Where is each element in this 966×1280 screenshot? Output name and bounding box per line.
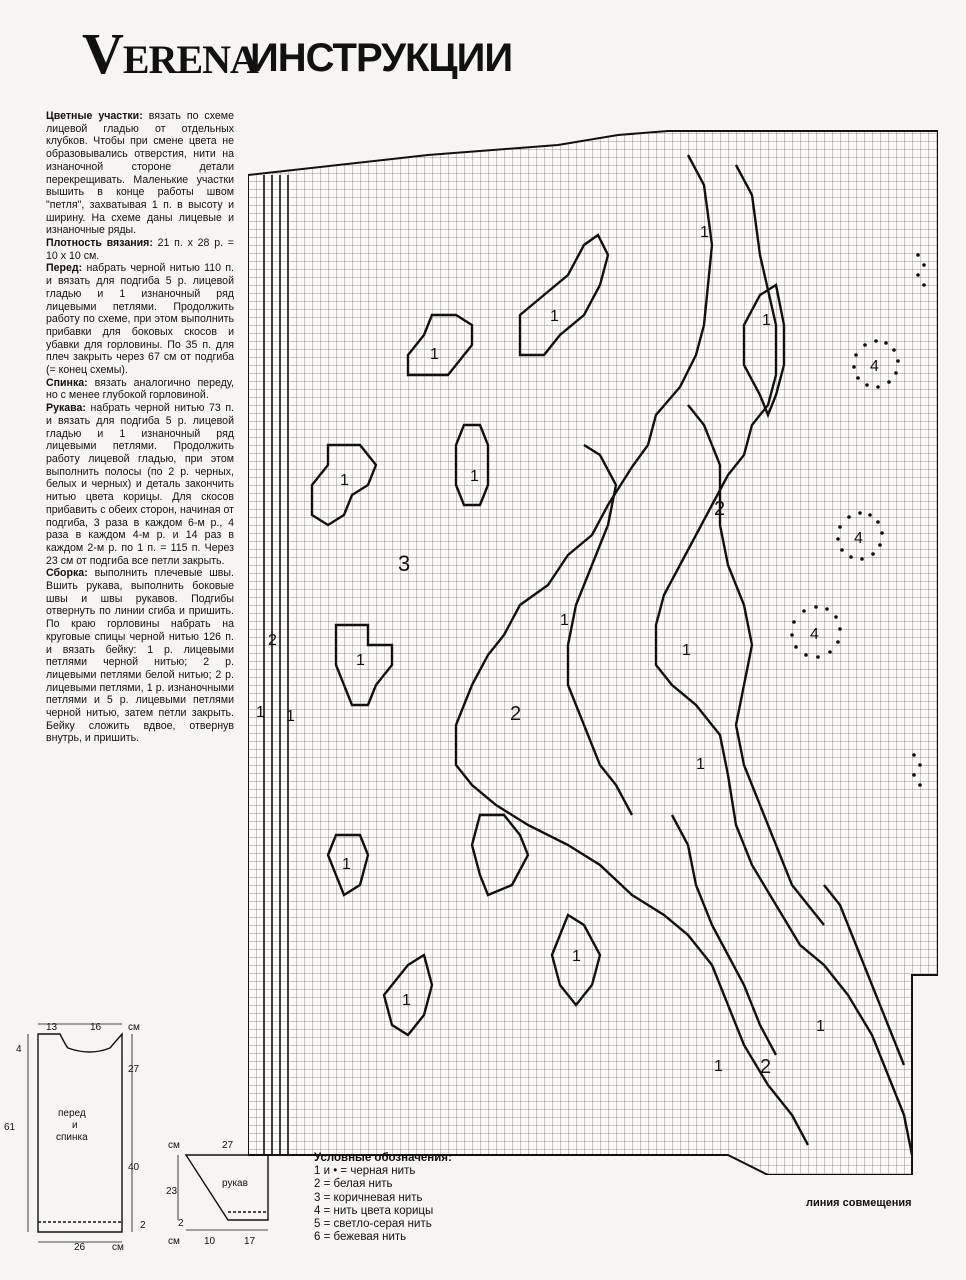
dim-neck: 16 — [90, 1022, 102, 1033]
garment-schematic — [0, 1012, 290, 1270]
sleeve-dim-width: 27 — [222, 1140, 234, 1151]
sleeve-dim-unit: см — [168, 1140, 180, 1151]
dim-width: 26 — [74, 1242, 86, 1253]
chart-symbol: 1 — [256, 704, 265, 721]
sleeve-dim-hem: 2 — [178, 1218, 184, 1229]
chart-symbol: 1 — [816, 1018, 825, 1035]
chart-symbol: 4 — [810, 626, 819, 643]
chart-symbol: 2 — [714, 498, 726, 520]
chart-symbol: 1 — [560, 612, 569, 629]
sleeve-dim-cuff: 10 — [204, 1236, 216, 1247]
dim-shoulder: 13 — [46, 1022, 58, 1033]
chart-symbol: 4 — [854, 530, 863, 547]
alignment-line-label: линия совмещения — [806, 1197, 912, 1209]
sleeve-dim-unit: см — [168, 1236, 180, 1247]
chart-legend — [314, 1152, 614, 1244]
chart-symbol: 1 — [682, 642, 691, 659]
dim-armhole: 27 — [128, 1064, 140, 1075]
page-header — [82, 18, 642, 88]
dim-side: 40 — [128, 1162, 140, 1173]
dim-hem: 2 — [140, 1220, 146, 1231]
chart-symbol: 2 — [760, 1056, 772, 1078]
legend-item: 5 = светло-серая нить — [314, 1218, 432, 1231]
dim-unit: см — [112, 1242, 124, 1253]
label-front: перед — [58, 1108, 86, 1119]
instruction-paragraph: Перед: набрать черной нитью 110 п. и вязать для подгиба 5 р. лицевой гладью и 1 изнаночный ряд лицевыми петлями. Продолжить работу по схеме, при этом выполнить прибавки для боковых скосов и убавки для горловины. По 35 п. для плеч закрыть через 67 см от подгиба (= конец схемы). — [46, 262, 234, 377]
label-and: и — [72, 1120, 78, 1131]
chart-symbol: 1 — [342, 856, 351, 873]
dim-neck-depth: 4 — [16, 1044, 22, 1055]
legend-item: 1 и • = черная нить — [314, 1165, 416, 1178]
knitting-chart — [248, 125, 938, 1175]
brand-logo: VERENA — [82, 21, 258, 86]
chart-symbol: 4 — [870, 358, 879, 375]
section-title: ИНСТРУКЦИИ — [250, 36, 513, 80]
instructions-column — [46, 110, 234, 745]
chart-symbol: 1 — [550, 308, 559, 325]
legend-item: 2 = белая нить — [314, 1178, 393, 1191]
chart-symbol: 1 — [700, 224, 709, 241]
chart-symbol: 1 — [470, 468, 479, 485]
chart-symbol: 1 — [714, 1058, 723, 1075]
instruction-paragraph: Рукава: набрать черной нитью 73 п. и вязать для подгиба 5 р. лицевой гладью и 1 изнаночный ряд лицевыми петлями. Продолжить работу лицевой гладью, при этом выполнить полосы (по 2 р. черных, белых и черных) и деталь закончить нитью цвета корицы. Для скосов прибавить с обеих сторон, начиная от подгиба, 3 раза в каждом 6-м р., 4 раза в каждом 4-м р. и 14 раз в каждом 2-м р. по 1 п. = 115 п. Через 23 см от подгиба все петли закрыть. — [46, 402, 234, 567]
legend-item: 3 = коричневая нить — [314, 1191, 423, 1204]
label-sleeve: рукав — [222, 1178, 248, 1189]
chart-symbol: 1 — [356, 652, 365, 669]
legend-item: 6 = бежевая нить — [314, 1231, 407, 1244]
sleeve-dim-side: 17 — [244, 1236, 256, 1247]
chart-symbol: 2 — [510, 703, 522, 725]
instruction-paragraph: Спинка: вязать аналогично переду, но с менее глубокой горловиной. — [46, 376, 234, 402]
instruction-paragraph: Плотность вязания: 21 п. х 28 р. = 10 х 10 см. — [46, 237, 234, 262]
dim-unit: см — [128, 1022, 140, 1033]
chart-symbol: 1 — [340, 472, 349, 489]
label-back: спинка — [56, 1132, 88, 1143]
sleeve-dim-height: 23 — [166, 1186, 178, 1197]
legend-list — [314, 1165, 614, 1244]
dim-total-height: 61 — [4, 1122, 16, 1133]
chart-symbol: 3 — [398, 551, 411, 576]
chart-symbol: 1 — [696, 756, 705, 773]
chart-symbol: 1 — [762, 312, 771, 329]
legend-item: 4 = нить цвета корицы — [314, 1204, 434, 1217]
chart-symbol: 1 — [286, 708, 295, 725]
chart-grid — [248, 125, 938, 1175]
chart-symbol: 2 — [268, 632, 277, 649]
chart-symbol: 1 — [402, 992, 411, 1009]
instruction-paragraph: Сборка: выполнить плечевые швы. Вшить рукава, выполнить боковые швы и швы рукавов. Подгибы отвернуть по линии сгиба и пришить. По краю горловины набрать на круговые спицы черной нитью 126 п. и вязать бейку: 1 р. лицевыми петлями черной нитью; 2 р. лицевыми петлями белой нитью; 2 р. лицевыми петлями, 1 р. изнаночными петлями и 5 р. лицевыми петлями черной нитью, затем петли закрыть. Бейку сложить вдвое, отвернув внутрь, и пришить. — [46, 567, 234, 745]
instruction-paragraph: Цветные участки: вязать по схеме лицевой гладью от отдельных клубков. Чтобы при смене цвета не образовывались отверстия, нити на изнаночной стороне детали перекрещивать. Маленькие участки вышить в конце работы швом "петля", захватывая 1 п. в высоту и ширину. На схеме даны лицевые и изнаночные ряды. — [46, 110, 234, 237]
chart-symbol: 1 — [430, 346, 439, 363]
chart-symbol: 1 — [572, 948, 581, 965]
legend-title: Условные обозначения: — [314, 1152, 452, 1164]
